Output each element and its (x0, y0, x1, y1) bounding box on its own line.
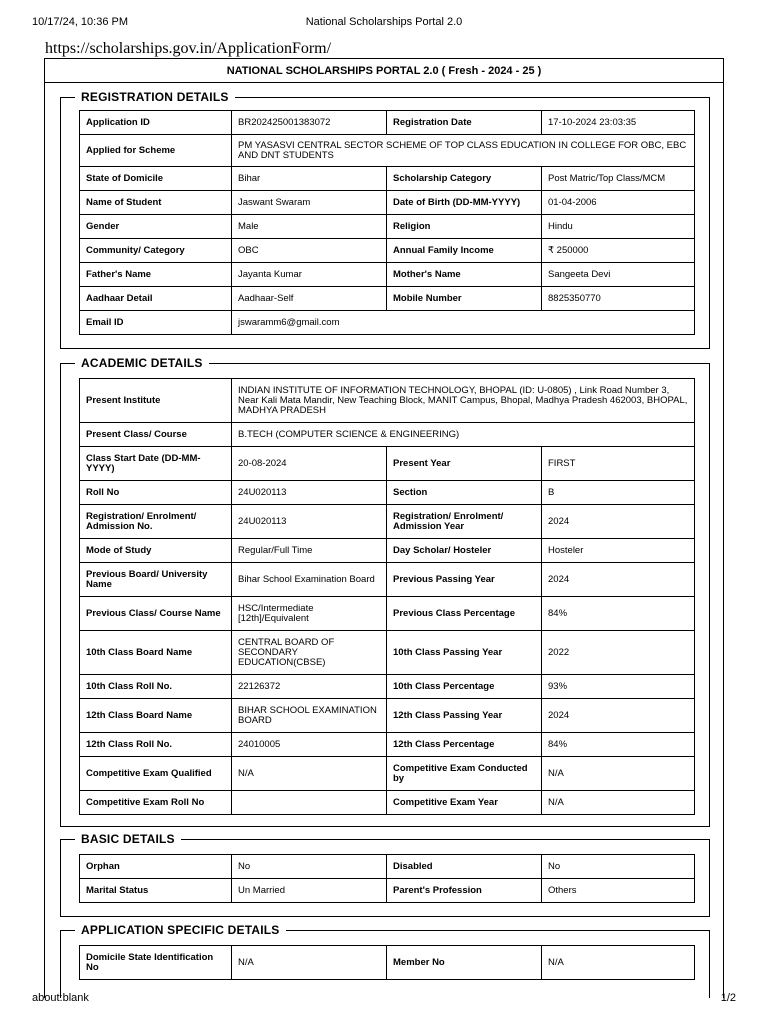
field-label: Disabled (387, 855, 542, 879)
table-row (80, 311, 695, 335)
field-label: Previous Passing Year (387, 563, 542, 597)
field-value: B (542, 481, 695, 505)
print-datetime: 10/17/24, 10:36 PM (32, 16, 129, 28)
application-specific-legend: APPLICATION SPECIFIC DETAILS (75, 923, 286, 937)
application-specific-section (60, 923, 710, 998)
field-label: Parent's Profession (387, 879, 542, 903)
field-label: Aadhaar Detail (80, 287, 232, 311)
table-row (80, 791, 695, 815)
table-row (80, 215, 695, 239)
field-value: BIHAR SCHOOL EXAMINATION BOARD (232, 699, 387, 733)
field-value: OBC (232, 239, 387, 263)
field-value: Bihar School Examination Board (232, 563, 387, 597)
field-label: Mode of Study (80, 539, 232, 563)
field-value: Jayanta Kumar (232, 263, 387, 287)
table-row (80, 111, 695, 135)
field-label: Scholarship Category (387, 167, 542, 191)
field-value: jswaramm6@gmail.com (232, 311, 695, 335)
table-row (80, 423, 695, 447)
academic-details-table (79, 378, 695, 815)
table-row (80, 675, 695, 699)
field-value: 24010005 (232, 733, 387, 757)
print-footer-source: about:blank (32, 992, 89, 1004)
basic-details-legend: BASIC DETAILS (75, 832, 181, 846)
table-row (80, 135, 695, 167)
field-label: State of Domicile (80, 167, 232, 191)
field-label: Registration/ Enrolment/ Admission No. (80, 505, 232, 539)
field-value: No (542, 855, 695, 879)
academic-details-legend: ACADEMIC DETAILS (75, 356, 209, 370)
field-value: N/A (542, 757, 695, 791)
field-label: Previous Class Percentage (387, 597, 542, 631)
field-value: Post Matric/Top Class/MCM (542, 167, 695, 191)
field-label: Father's Name (80, 263, 232, 287)
field-label: Present Class/ Course (80, 423, 232, 447)
field-value: N/A (542, 791, 695, 815)
basic-details-section (60, 832, 710, 917)
field-label: Present Institute (80, 379, 232, 423)
field-label: 12th Class Passing Year (387, 699, 542, 733)
field-label: 10th Class Roll No. (80, 675, 232, 699)
print-page-title: National Scholarships Portal 2.0 (305, 16, 463, 28)
field-value: 2022 (542, 631, 695, 675)
field-value: HSC/Intermediate [12th]/Equivalent (232, 597, 387, 631)
field-label: Gender (80, 215, 232, 239)
field-value: PM YASASVI CENTRAL SECTOR SCHEME OF TOP CLASS EDUCATION IN COLLEGE FOR OBC, EBC AND DNT STUDENTS (232, 135, 695, 167)
field-label: Competitive Exam Roll No (80, 791, 232, 815)
table-row (80, 481, 695, 505)
table-row (80, 699, 695, 733)
print-header (32, 16, 736, 30)
field-label: Application ID (80, 111, 232, 135)
field-label: Mobile Number (387, 287, 542, 311)
field-label: Orphan (80, 855, 232, 879)
field-value: N/A (232, 757, 387, 791)
field-value: INDIAN INSTITUTE OF INFORMATION TECHNOLOGY, BHOPAL (ID: U-0805) , Link Road Number 3, Near Kali Mata Mandir, New Teaching Block, MANIT Campus, Bhopal, Madhya Pradesh 462003, BHOPAL, MADHYA PRADESH (232, 379, 695, 423)
field-value: N/A (232, 946, 387, 980)
field-value: 2024 (542, 699, 695, 733)
field-value: 93% (542, 675, 695, 699)
field-value: B.TECH (COMPUTER SCIENCE & ENGINEERING) (232, 423, 695, 447)
registration-details-legend: REGISTRATION DETAILS (75, 90, 235, 104)
form-title: NATIONAL SCHOLARSHIPS PORTAL 2.0 ( Fresh - 2024 - 25 ) (45, 59, 723, 83)
field-label: Applied for Scheme (80, 135, 232, 167)
field-label: Class Start Date (DD-MM-YYYY) (80, 447, 232, 481)
field-label: Present Year (387, 447, 542, 481)
field-value: 24U020113 (232, 481, 387, 505)
field-value: Jaswant Swaram (232, 191, 387, 215)
field-label: Roll No (80, 481, 232, 505)
field-value: ₹ 250000 (542, 239, 695, 263)
registration-details-table (79, 110, 695, 335)
field-label: Email ID (80, 311, 232, 335)
field-value: Others (542, 879, 695, 903)
table-row (80, 447, 695, 481)
field-label: Competitive Exam Qualified (80, 757, 232, 791)
field-value: N/A (542, 946, 695, 980)
table-row (80, 191, 695, 215)
field-value: 20-08-2024 (232, 447, 387, 481)
field-value: Hindu (542, 215, 695, 239)
field-value: Regular/Full Time (232, 539, 387, 563)
field-value: 84% (542, 597, 695, 631)
field-value: Male (232, 215, 387, 239)
field-value: 24U020113 (232, 505, 387, 539)
table-row (80, 631, 695, 675)
field-value: No (232, 855, 387, 879)
field-value (232, 791, 387, 815)
field-value: Bihar (232, 167, 387, 191)
page-url: https://scholarships.gov.in/ApplicationForm/ (45, 40, 332, 57)
field-label: 12th Class Roll No. (80, 733, 232, 757)
field-label: Competitive Exam Conducted by (387, 757, 542, 791)
table-row (80, 379, 695, 423)
field-label: Domicile State Identification No (80, 946, 232, 980)
field-label: 12th Class Percentage (387, 733, 542, 757)
table-row (80, 879, 695, 903)
field-label: 10th Class Passing Year (387, 631, 542, 675)
field-label: Religion (387, 215, 542, 239)
table-row (80, 539, 695, 563)
table-row (80, 855, 695, 879)
table-row (80, 287, 695, 311)
field-label: Annual Family Income (387, 239, 542, 263)
field-value: CENTRAL BOARD OF SECONDARY EDUCATION(CBSE) (232, 631, 387, 675)
field-label: 10th Class Percentage (387, 675, 542, 699)
field-value: 01-04-2006 (542, 191, 695, 215)
field-value: 17-10-2024 23:03:35 (542, 111, 695, 135)
application-specific-table (79, 945, 695, 980)
field-value: Un Married (232, 879, 387, 903)
field-value: 84% (542, 733, 695, 757)
table-row (80, 505, 695, 539)
field-label: Day Scholar/ Hosteler (387, 539, 542, 563)
field-label: Registration Date (387, 111, 542, 135)
registration-details-section (60, 90, 710, 349)
field-label: Member No (387, 946, 542, 980)
print-footer-page: 1/2 (720, 992, 736, 1004)
field-label: 10th Class Board Name (80, 631, 232, 675)
field-label: Competitive Exam Year (387, 791, 542, 815)
print-footer (32, 992, 736, 1006)
basic-details-table (79, 854, 695, 903)
field-label: Mother's Name (387, 263, 542, 287)
application-form (44, 58, 724, 998)
field-value: 22126372 (232, 675, 387, 699)
field-value: 2024 (542, 563, 695, 597)
table-row (80, 167, 695, 191)
table-row (80, 597, 695, 631)
field-value: FIRST (542, 447, 695, 481)
field-label: Date of Birth (DD-MM-YYYY) (387, 191, 542, 215)
field-label: Community/ Category (80, 239, 232, 263)
table-row (80, 757, 695, 791)
field-label: Previous Class/ Course Name (80, 597, 232, 631)
field-value: BR202425001383072 (232, 111, 387, 135)
table-row (80, 946, 695, 980)
field-value: 8825350770 (542, 287, 695, 311)
table-row (80, 239, 695, 263)
table-row (80, 263, 695, 287)
field-value: Sangeeta Devi (542, 263, 695, 287)
field-label: 12th Class Board Name (80, 699, 232, 733)
field-label: Previous Board/ University Name (80, 563, 232, 597)
academic-details-section (60, 356, 710, 827)
field-label: Name of Student (80, 191, 232, 215)
field-value: 2024 (542, 505, 695, 539)
field-value: Aadhaar-Self (232, 287, 387, 311)
table-row (80, 733, 695, 757)
table-row (80, 563, 695, 597)
field-label: Registration/ Enrolment/ Admission Year (387, 505, 542, 539)
field-label: Section (387, 481, 542, 505)
field-label: Marital Status (80, 879, 232, 903)
field-value: Hosteler (542, 539, 695, 563)
